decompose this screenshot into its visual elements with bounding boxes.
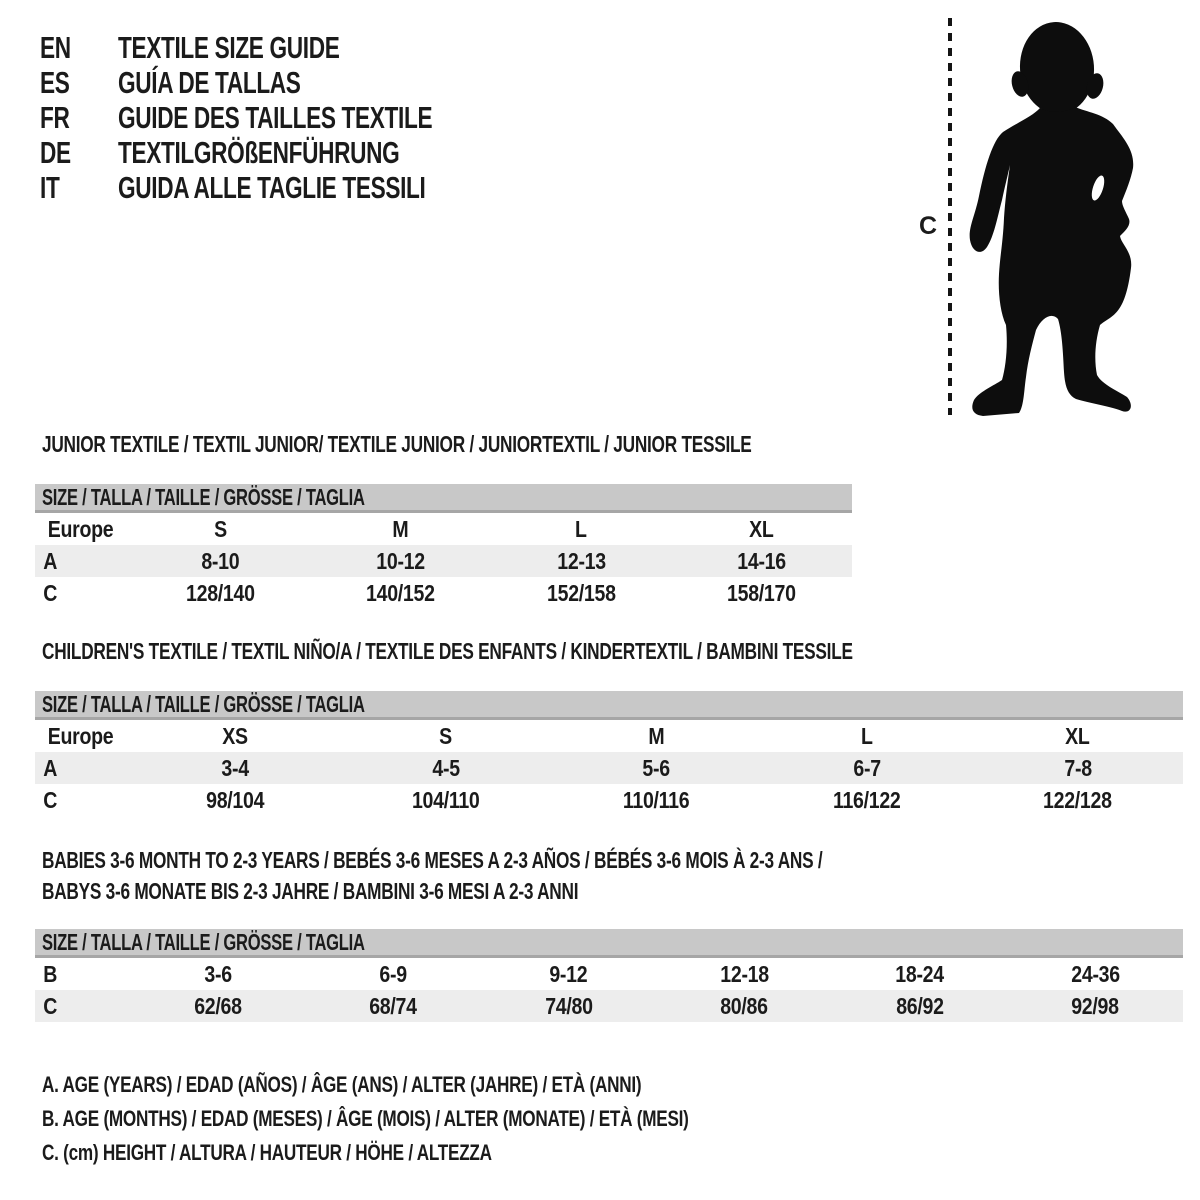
row-label: Europe [47, 723, 114, 749]
language-title-list [40, 30, 548, 205]
language-row-de [40, 135, 548, 170]
legend-height-cm: C. (cm) HEIGHT / ALTURA / HAUTEUR / HÖHE / ALTEZZA [42, 1140, 492, 1165]
size-cell: L [861, 723, 873, 749]
size-cell: M [392, 516, 409, 542]
size-header-row: SIZE / TALLA / TAILLE / GRÖSSE / TAGLIA [35, 691, 1183, 720]
section-title-junior: JUNIOR TEXTILE / TEXTIL JUNIOR/ TEXTILE JUNIOR / JUNIORTEXTIL / JUNIOR TESSILE [42, 431, 752, 457]
language-code: IT [40, 170, 60, 205]
height-cell: 92/98 [1071, 993, 1119, 1019]
section-title-babies-line1: BABIES 3-6 MONTH TO 2-3 YEARS / BEBÉS 3-6 MESES A 2-3 AÑOS / BÉBÉS 3-6 MOIS À 2-3 ANS / [42, 847, 823, 873]
age-cell: 18-24 [895, 961, 945, 987]
legend-age-years: A. AGE (YEARS) / EDAD (AÑOS) / ÂGE (ANS) / ALTER (JAHRE) / ETÀ (ANNI) [42, 1072, 642, 1097]
size-cell: XS [222, 723, 249, 749]
height-cell: 128/140 [185, 580, 255, 606]
language-row-en [40, 30, 548, 65]
language-code: EN [40, 30, 71, 65]
height-cell: 140/152 [366, 580, 436, 606]
height-cell: 116/122 [833, 787, 901, 813]
table-row-age [35, 545, 852, 577]
age-cell: 24-36 [1070, 961, 1120, 987]
language-title: GUIDE DES TAILLES TEXTILE [118, 100, 433, 135]
age-cell: 8-10 [201, 548, 240, 574]
height-measure-label: C [919, 212, 938, 240]
language-code: DE [40, 135, 71, 170]
section-title-babies-line2: BABYS 3-6 MONATE BIS 2-3 JAHRE / BAMBINI 3-6 MESI A 2-3 ANNI [42, 878, 579, 904]
table-row-age [35, 752, 1183, 784]
table-row-height [35, 990, 1183, 1022]
legend-age-months: B. AGE (MONTHS) / EDAD (MESES) / ÂGE (MOIS) / ALTER (MONATE) / ETÀ (MESI) [42, 1106, 689, 1131]
section-title-children: CHILDREN'S TEXTILE / TEXTIL NIÑO/A / TEXTILE DES ENFANTS / KINDERTEXTIL / BAMBINI TESSILE [42, 638, 853, 664]
language-code: ES [40, 65, 70, 100]
junior-size-table [35, 484, 852, 609]
height-dashed-line [948, 18, 952, 415]
age-cell: 12-13 [556, 548, 606, 574]
language-title: TEXTILGRÖßENFÜHRUNG [118, 135, 400, 170]
babies-size-table [35, 929, 1183, 1022]
age-cell: 5-6 [642, 755, 671, 781]
age-cell: 12-18 [719, 961, 769, 987]
height-cell: 104/110 [412, 787, 480, 813]
height-cell: 68/74 [369, 993, 417, 1019]
row-label: B [43, 961, 58, 987]
height-cell: 110/116 [623, 787, 690, 813]
height-cell: 158/170 [727, 580, 797, 606]
language-title: TEXTILE SIZE GUIDE [118, 30, 340, 65]
table-row-europe [35, 513, 852, 545]
measurement-legend [42, 1068, 871, 1170]
table-row-age-months [35, 958, 1183, 990]
row-label: A [43, 548, 58, 574]
toddler-silhouette-image [963, 16, 1138, 420]
size-cell: L [575, 516, 588, 542]
age-cell: 3-4 [221, 755, 249, 781]
language-title: GUÍA DE TALLAS [118, 65, 301, 100]
size-cell: S [213, 516, 227, 542]
age-cell: 6-7 [853, 755, 881, 781]
age-cell: 9-12 [549, 961, 588, 987]
size-header-row: SIZE / TALLA / TAILLE / GRÖSSE / TAGLIA [35, 929, 1183, 958]
size-cell: M [648, 723, 665, 749]
row-label: A [43, 755, 58, 781]
language-row-it [40, 170, 548, 205]
row-label: C [43, 787, 58, 813]
table-row-height [35, 784, 1183, 816]
height-cell: 152/158 [546, 580, 616, 606]
row-label: C [43, 993, 58, 1019]
language-title: GUIDA ALLE TAGLIE TESSILI [118, 170, 426, 205]
size-cell: XL [1065, 723, 1090, 749]
height-cell: 74/80 [545, 993, 593, 1019]
age-cell: 4-5 [432, 755, 460, 781]
table-row-europe [35, 720, 1183, 752]
age-cell: 7-8 [1063, 755, 1092, 781]
height-cell: 122/128 [1043, 787, 1112, 813]
height-cell: 98/104 [206, 787, 265, 813]
height-cell: 86/92 [896, 993, 944, 1019]
language-code: FR [40, 100, 70, 135]
age-cell: 14-16 [737, 548, 787, 574]
age-cell: 3-6 [204, 961, 232, 987]
size-cell: XL [749, 516, 774, 542]
size-header-row: SIZE / TALLA / TAILLE / GRÖSSE / TAGLIA [35, 484, 852, 513]
language-row-es [40, 65, 548, 100]
age-cell: 6-9 [379, 961, 407, 987]
height-cell: 62/68 [194, 993, 242, 1019]
row-label: C [43, 580, 58, 606]
row-label: Europe [47, 516, 114, 542]
table-row-height [35, 577, 852, 609]
size-cell: S [439, 723, 453, 749]
age-cell: 10-12 [376, 548, 426, 574]
language-row-fr [40, 100, 548, 135]
height-cell: 80/86 [720, 993, 768, 1019]
children-size-table [35, 691, 1183, 816]
